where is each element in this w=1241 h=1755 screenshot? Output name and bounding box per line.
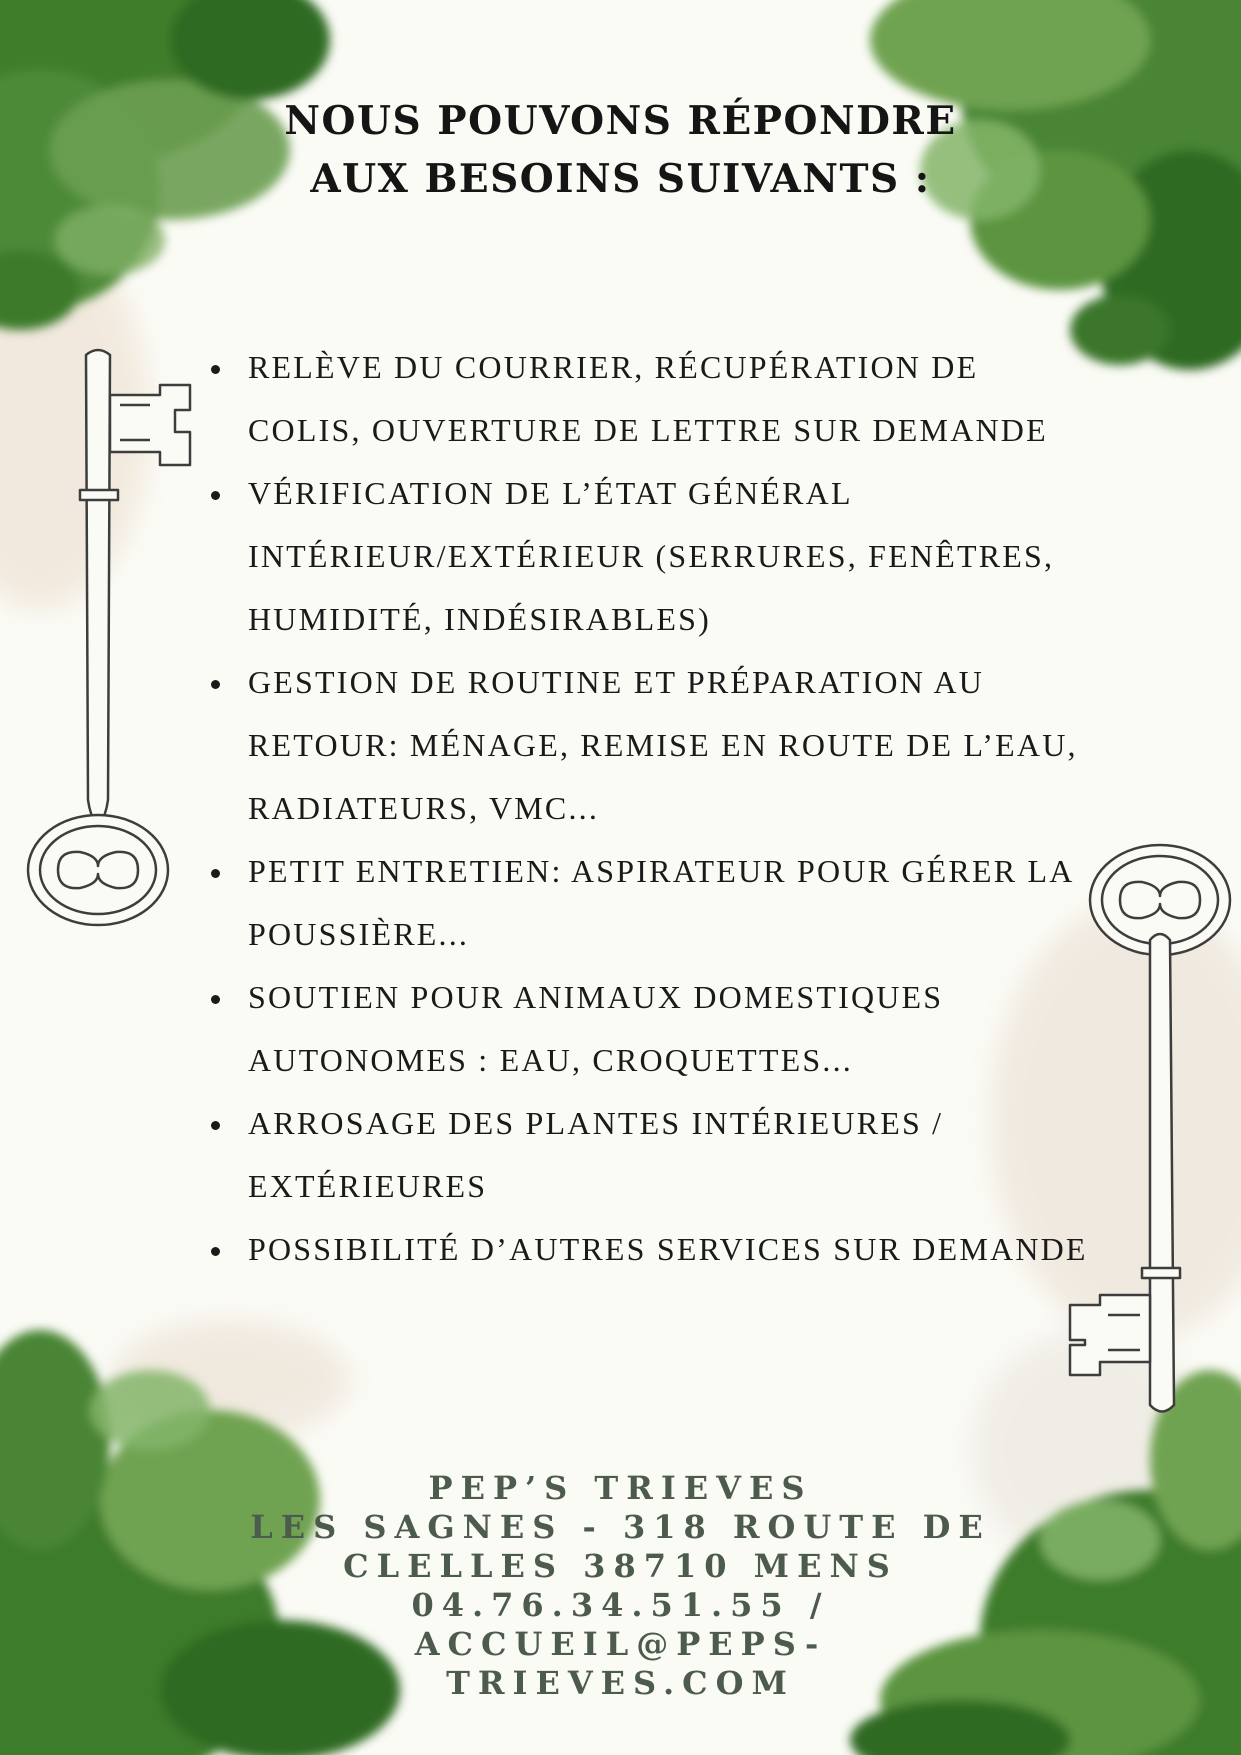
- list-item: GESTION DE ROUTINE ET PRÉPARATION AU RETOUR: MÉNAGE, REMISE EN ROUTE DE L’EAU, RADIATEURS, VMC...: [200, 651, 1100, 840]
- services-list: [200, 336, 1100, 1281]
- phone-number: 04.76.34.51.55 /: [411, 1586, 830, 1624]
- list-item: RELÈVE DU COURRIER, RÉCUPÉRATION DE COLIS, OUVERTURE DE LETTRE SUR DEMANDE: [200, 336, 1100, 462]
- address-line-2: CLELLES 38710 MENS: [343, 1547, 898, 1585]
- email-line-1: ACCUEIL@PEPS-: [414, 1625, 827, 1663]
- email-line-2: TRIEVES.COM: [446, 1664, 795, 1702]
- list-item: PETIT ENTRETIEN: ASPIRATEUR POUR GÉRER LA POUSSIÈRE...: [200, 840, 1100, 966]
- list-item: ARROSAGE DES PLANTES INTÉRIEURES / EXTÉRIEURES: [200, 1092, 1100, 1218]
- organization-name: PEP’S TRIEVES: [428, 1469, 813, 1507]
- list-item: SOUTIEN POUR ANIMAUX DOMESTIQUES AUTONOMES : EAU, CROQUETTES...: [200, 966, 1100, 1092]
- heading-line-2: AUX BESOINS SUIVANTS :: [310, 156, 931, 202]
- address-line-1: LES SAGNES - 318 ROUTE DE: [250, 1508, 991, 1546]
- list-item: VÉRIFICATION DE L’ÉTAT GÉNÉRAL INTÉRIEUR/EXTÉRIEUR (SERRURES, FENÊTRES, HUMIDITÉ, INDÉSIRABLES): [200, 462, 1100, 651]
- list-item: POSSIBILITÉ D’AUTRES SERVICES SUR DEMANDE: [200, 1218, 1100, 1281]
- page-heading: [0, 92, 1241, 208]
- heading-line-1: NOUS POUVONS RÉPONDRE: [284, 98, 957, 144]
- contact-footer: [0, 1469, 1241, 1703]
